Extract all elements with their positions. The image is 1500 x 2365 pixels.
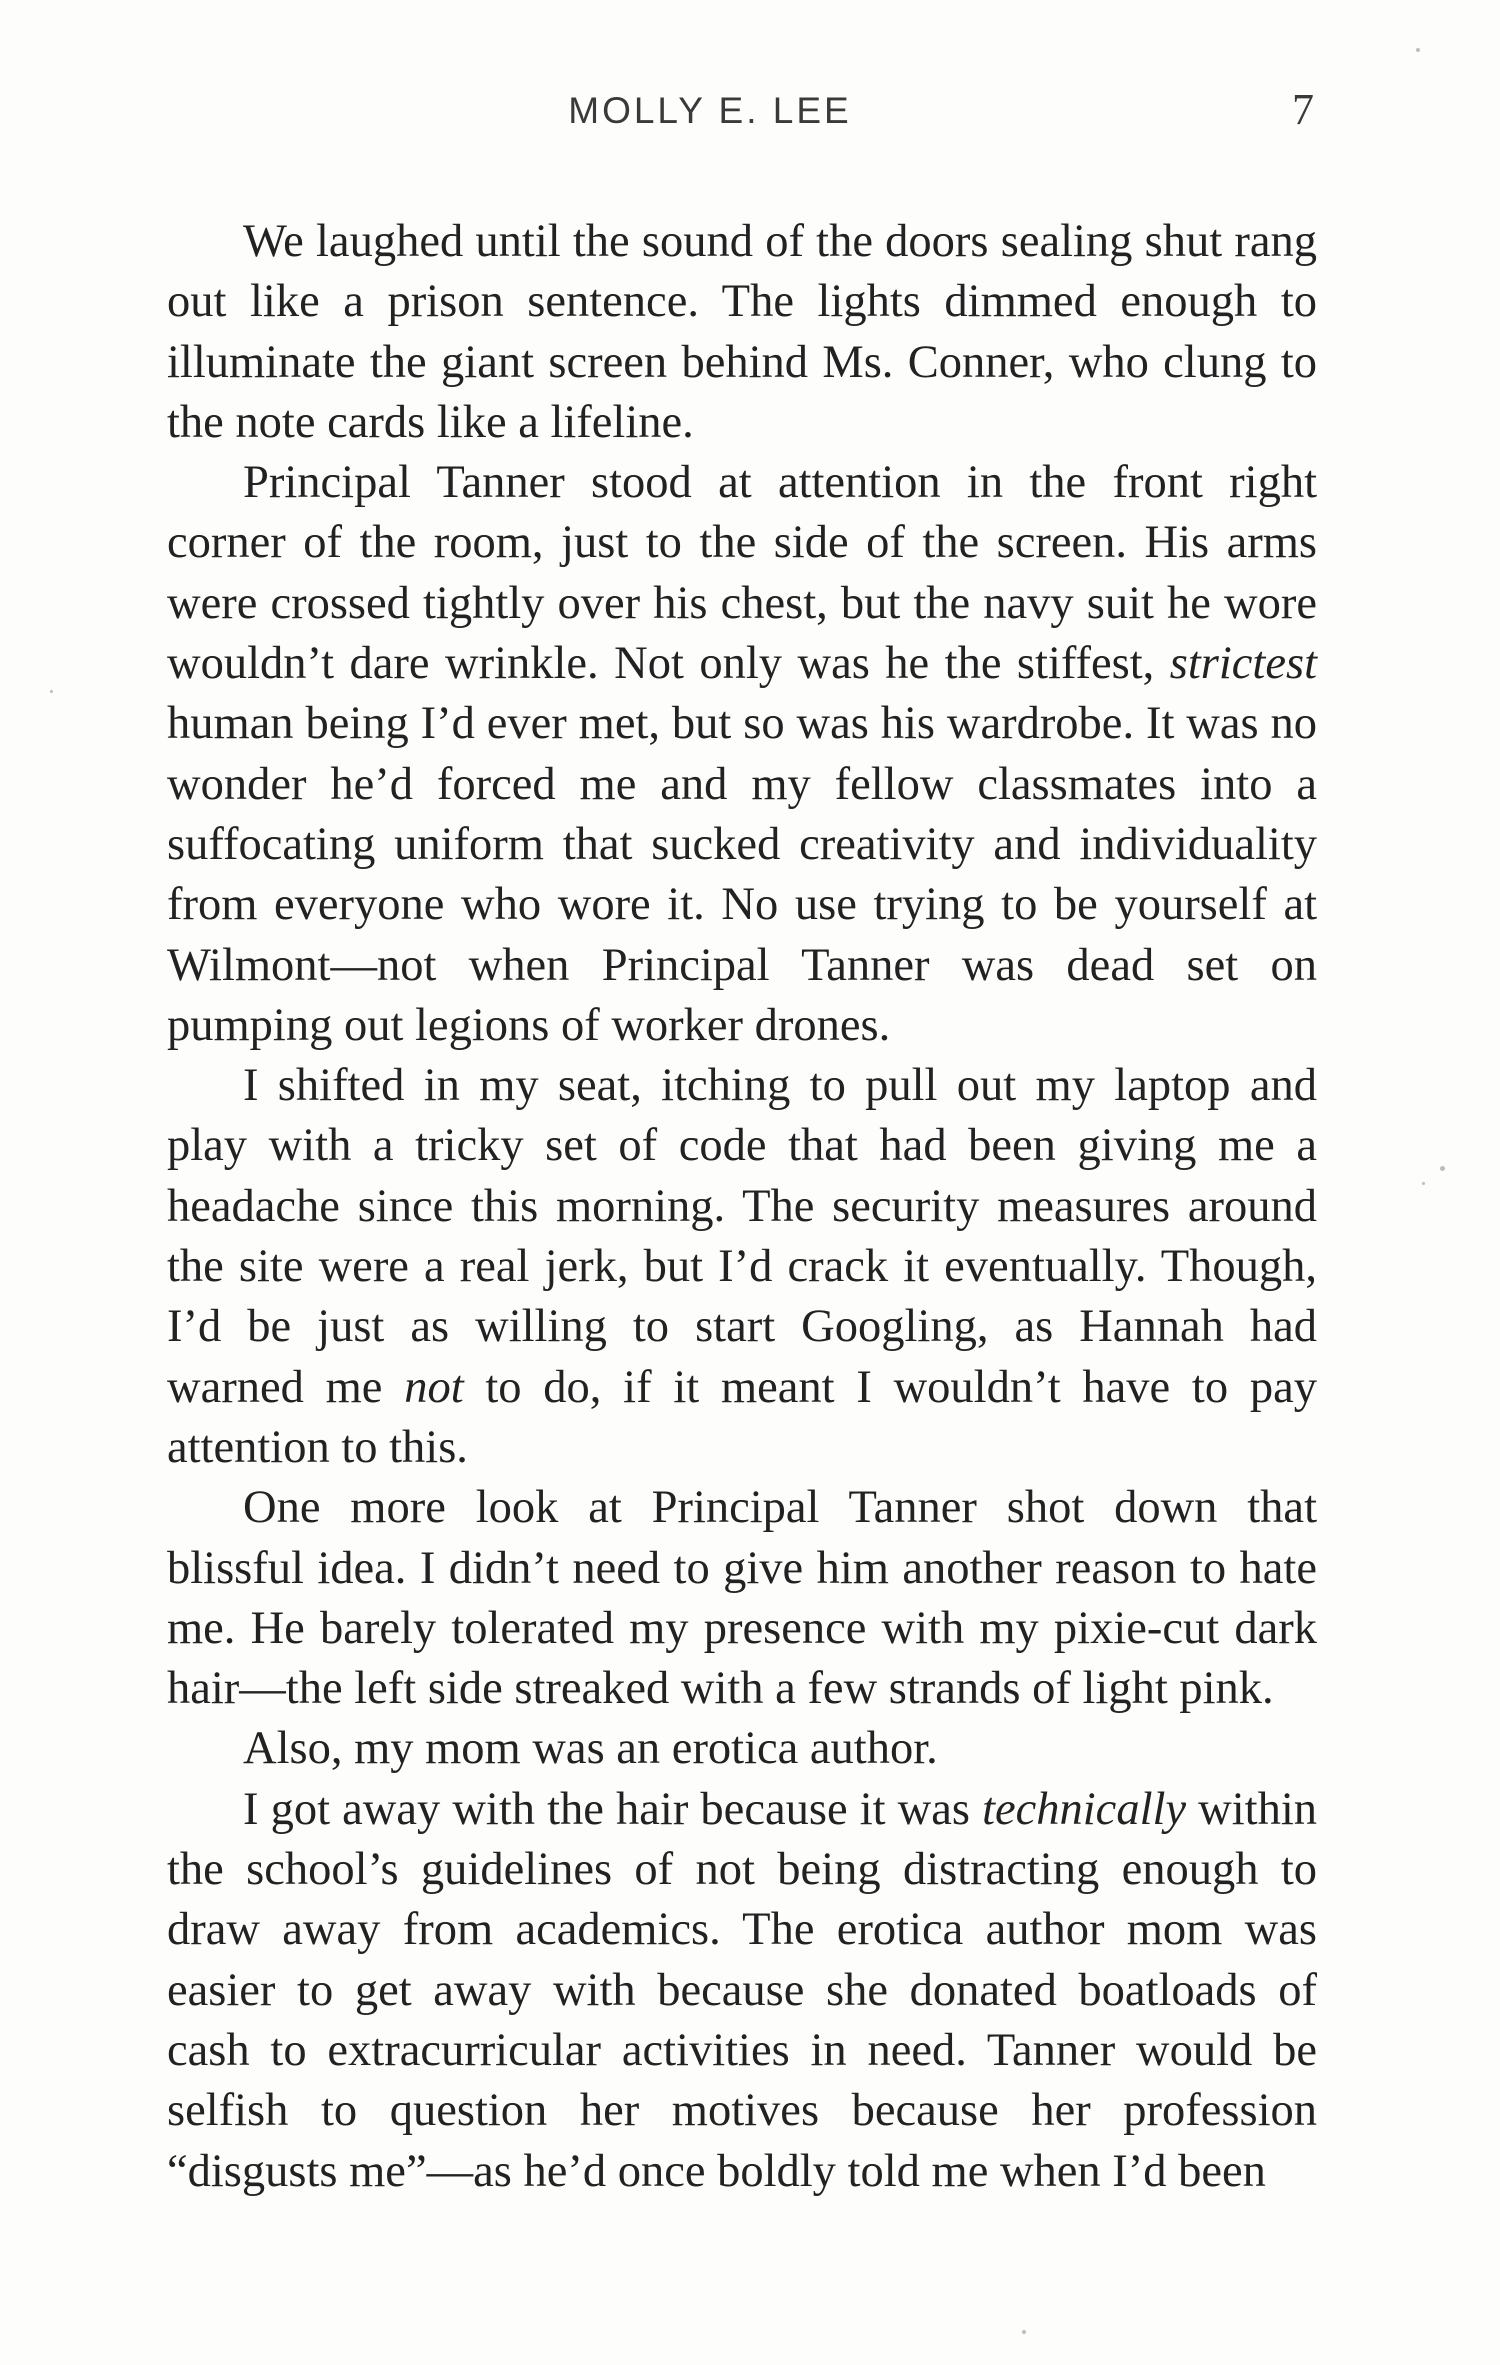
paragraph-5 — [167, 1719, 1317, 1779]
text-run: to do, if it meant I wouldn’t have to pay attention to this. — [167, 1361, 1318, 1473]
paragraph-2 — [167, 453, 1317, 1056]
paragraph-6 — [167, 1780, 1317, 2202]
text-run: We laughed until the sound of the doors sealing shut rang out like a prison sentence. The lights dimmed enough to illuminate the giant screen behind Ms. Conner, who clung to the note cards like a lifeline. — [167, 216, 1317, 448]
text-run: I got away with the hair because it was — [243, 1783, 983, 1835]
body-text — [167, 212, 1317, 2202]
scan-speck — [1416, 48, 1420, 52]
scan-speck — [1440, 1166, 1445, 1171]
paragraph-3 — [167, 1056, 1317, 1478]
running-head: MOLLY E. LEE — [568, 90, 852, 131]
paragraph-1 — [167, 212, 1317, 453]
text-run: human being I’d ever met, but so was his wardrobe. It was no wonder he’d forced me and my fellow classmates into a suffocating uniform that sucked creativity and individuality from everyone who wore it. No use trying to be yourself at Wilmont—not when Principal Tanner was dead set on pumping out legions of worker drones. — [167, 698, 1317, 1051]
italic-run: strictest — [1169, 638, 1317, 690]
italic-run: not — [404, 1361, 464, 1413]
paragraph-4 — [167, 1478, 1317, 1719]
scan-speck — [50, 690, 53, 693]
text-run: within the school’s guidelines of not being distracting enough to draw away from academics. The erotica author mom was easier to get away with because she donated boatloads of cash to extracurricular activities in need. Tanner would be selfish to question her motives because her profession “disgusts me”—as he’d once boldly told me when I’d been — [167, 1783, 1317, 2197]
text-run: Also, my mom was an erotica author. — [243, 1723, 938, 1775]
text-run: Principal Tanner stood at attention in the front right corner of the room, just to the side of the screen. His arms were crossed tightly over his chest, but the navy suit he wore wouldn’t dare wrinkle. Not only was he the stiffest, — [167, 457, 1317, 690]
text-run: I shifted in my seat, itching to pull out my laptop and play with a tricky set of code that had been giving me a headache since this morning. The security measures around the site were a real jerk, but I’d crack it eventually. Though, I’d be just as willing to start Googling, as Hannah had warned me — [167, 1060, 1317, 1413]
scan-speck — [1022, 2330, 1026, 2334]
scan-speck — [1422, 1182, 1425, 1185]
page-number: 7 — [1292, 85, 1314, 134]
italic-run: technically — [982, 1783, 1187, 1835]
text-run: One more look at Principal Tanner shot down that blissful idea. I didn’t need to give him another reason to hate me. He barely tolerated my presence with my pixie-cut dark hair—the left side streaked with a few strands of light pink. — [167, 1482, 1317, 1715]
